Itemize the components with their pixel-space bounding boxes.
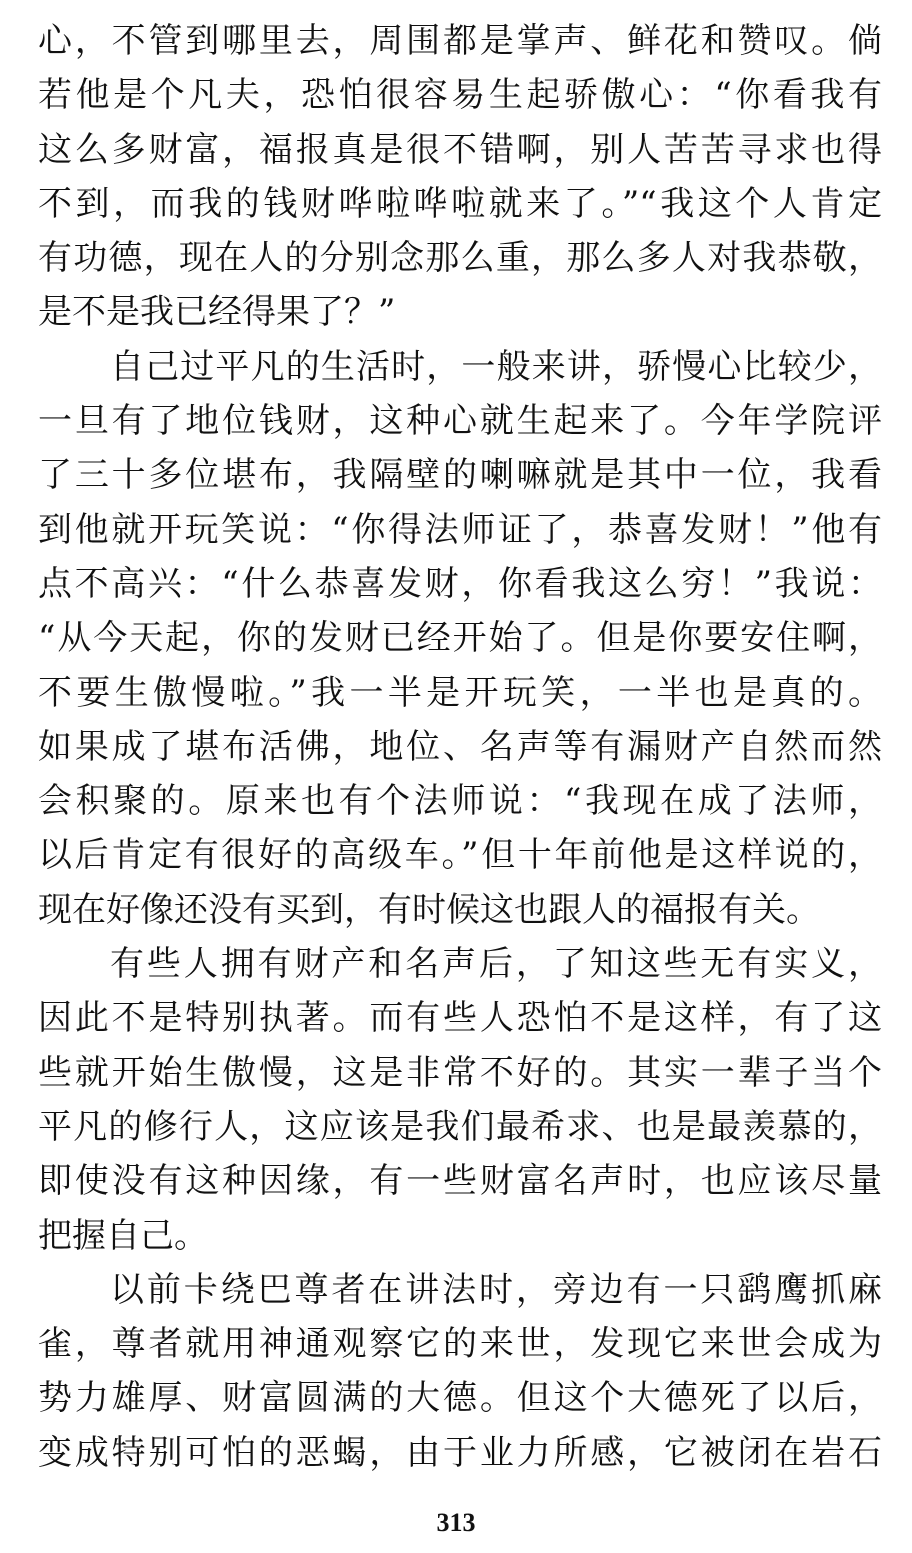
text-line: 因此不是特别执著。而有些人恐怕不是这样，有了这 xyxy=(38,998,882,1039)
text-line: 会积聚的。原来也有个法师说：“我现在成了法师， xyxy=(38,781,882,822)
page-number: 313 xyxy=(436,1508,476,1537)
text-line: 变成特别可怕的恶蝎，由于业力所感，它被闭在岩石 xyxy=(38,1432,882,1473)
text-line: 心，不管到哪里去，周围都是掌声、鲜花和赞叹。倘 xyxy=(38,21,882,61)
text-line: “从今天起，你的发财已经开始了。但是你要安住啊， xyxy=(38,618,882,659)
body-text xyxy=(38,14,882,1480)
text-line: 是不是我已经得果了？” xyxy=(38,292,396,333)
text-line: 把握自己。 xyxy=(38,1215,208,1256)
text-line: 有功德，现在人的分别念那么重，那么多人对我恭敬， xyxy=(38,238,882,279)
text-line: 不要生傲慢啦。”我一半是开玩笑，一半也是真的。 xyxy=(38,672,882,713)
text-line: 些就开始生傲慢，这是非常不好的。其实一辈子当个 xyxy=(38,1052,882,1093)
text-line: 到他就开玩笑说：“你得法师证了，恭喜发财！”他有 xyxy=(38,509,882,550)
text-line: 即使没有这种因缘，有一些财富名声时，也应该尽量 xyxy=(38,1161,882,1202)
text-line: 自己过平凡的生活时，一般来讲，骄慢心比较少， xyxy=(110,346,882,387)
text-line: 这么多财富，福报真是很不错啊，别人苦苦寻求也得 xyxy=(38,129,882,170)
text-line: 以后肯定有很好的高级车。”但十年前他是这样说的， xyxy=(38,835,882,876)
text-line: 雀，尊者就用神通观察它的来世，发现它来世会成为 xyxy=(38,1324,882,1365)
text-line: 了三十多位堪布，我隔壁的喇嘛就是其中一位，我看 xyxy=(38,455,882,496)
text-line: 现在好像还没有买到，有时候这也跟人的福报有关。 xyxy=(38,889,820,930)
text-line: 不到，而我的钱财哗啦哗啦就来了。”“我这个人肯定 xyxy=(38,183,882,224)
text-line: 点不高兴：“什么恭喜发财，你看我这么穷！”我说： xyxy=(38,563,882,604)
text-line: 平凡的修行人，这应该是我们最希求、也是最羡慕的， xyxy=(38,1106,882,1147)
text-line: 如果成了堪布活佛，地位、名声等有漏财产自然而然 xyxy=(38,726,882,767)
text-line: 势力雄厚、财富圆满的大德。但这个大德死了以后， xyxy=(38,1378,882,1419)
text-line: 以前卡绕巴尊者在讲法时，旁边有一只鹞鹰抓麻 xyxy=(110,1269,882,1310)
text-line: 一旦有了地位钱财，这种心就生起来了。今年学院评 xyxy=(38,401,882,442)
text-line: 若他是个凡夫，恐怕很容易生起骄傲心：“你看我有 xyxy=(38,75,882,116)
text-line: 有些人拥有财产和名声后，了知这些无有实义， xyxy=(110,944,882,985)
